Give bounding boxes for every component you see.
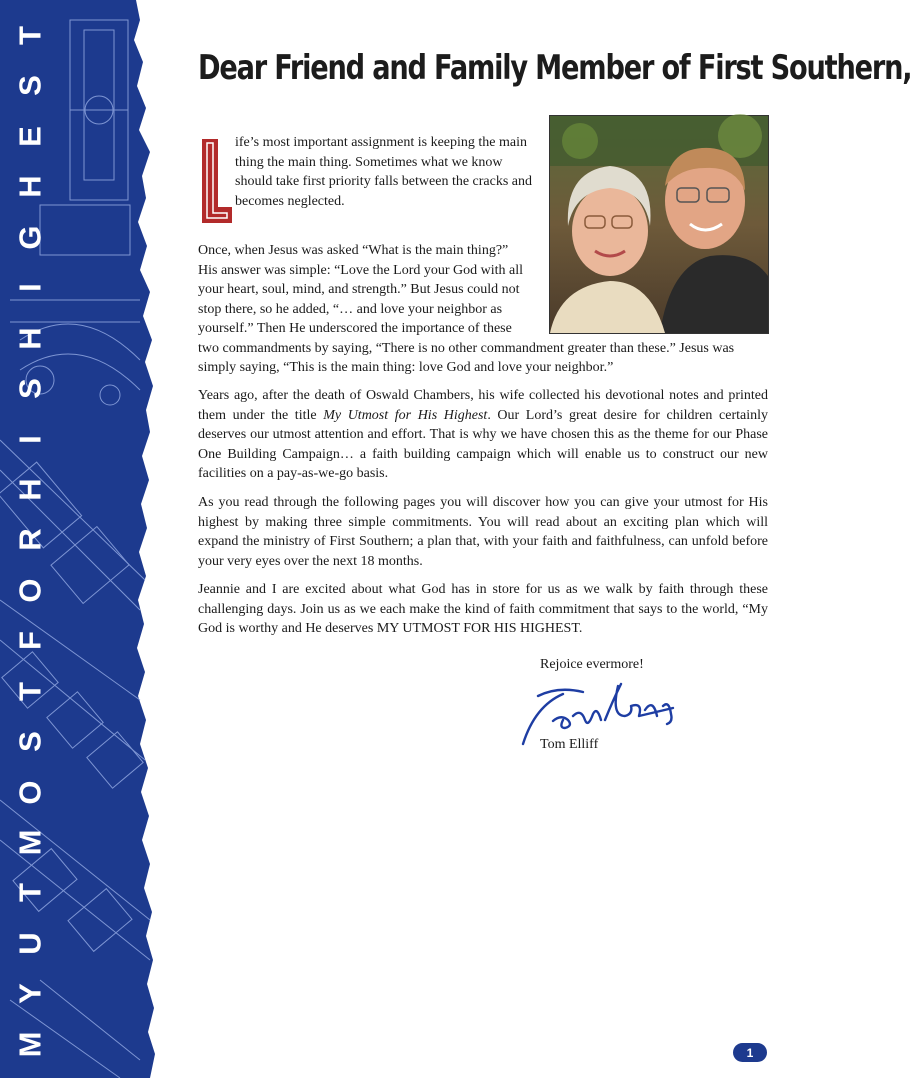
paragraph-commitments: As you read through the following pages you will discover how you can give your utmost for His highest by making three simple commitments. You will read about an exciting plan which will expand the ministry of First Southern; a plan that, with your faith and faithfulness, can unfold before your very eyes over the next 18 months. (198, 495, 768, 569)
paragraph-faith-commitment: Jeannie and I are excited about what God has in store for us as we walk by faith through these challenging days. Join us as we each make the kind of faith commitment that says to the world, “My God is worthy and He deserves MY UTMOST FOR HIS HIGHEST. (198, 582, 768, 636)
paragraph-main-thing-wide: two commandments by saying, “There is no other commandment greater than these.” Jesus was simply saying, “This is the main thing: love God and love your neighbor.” (198, 340, 735, 375)
paragraph-main-thing-narrow: Once, when Jesus was asked “What is the main thing?” His answer was simple: “Love the Lord your God with all your heart, soul, mind, and strength.” But Jesus could not stop there, so he added, “… and love your neighbor as yourself.” Then He underscored the importance of these (198, 243, 524, 336)
sidebar-letter: H (12, 175, 48, 199)
letter-headline: Dear Friend and Family Member of First Southern, (198, 48, 911, 88)
sidebar-letter: O (12, 780, 48, 805)
sidebar-letter: T (12, 26, 48, 45)
sidebar-letter: H (12, 478, 48, 501)
sidebar-letter: Y (12, 983, 48, 1005)
vertical-theme-title (6, 20, 54, 1060)
sidebar-letter: S (12, 731, 48, 752)
closing-salutation: Rejoice evermore! (540, 657, 644, 672)
paragraph-oswald-chambers (198, 386, 768, 484)
sidebar-letter: I (12, 434, 48, 444)
sidebar-letter: M (12, 829, 48, 856)
handwritten-signature (513, 676, 683, 746)
book-title: My Utmost for His Highest (323, 407, 488, 423)
sidebar-letter: I (12, 283, 48, 292)
sidebar-letter: H (12, 326, 48, 350)
drop-cap-letter (198, 135, 236, 227)
sidebar-letter: R (12, 528, 48, 552)
sidebar-letter: G (12, 225, 48, 250)
signer-name: Tom Elliff (540, 737, 599, 752)
sidebar-letter: U (12, 932, 48, 955)
sidebar-letter: F (12, 631, 48, 651)
intro-paragraph: ife’s most important assignment is keeping the main thing the main thing. Sometimes what we know should take first priority falls between the cracks and becomes neglected. (235, 135, 533, 209)
page-number-badge: 1 (733, 1043, 767, 1062)
para2-text-a: Years ago, after the death of Oswald Chambers, his wife collected his devotional notes and printed them under the title (198, 388, 768, 423)
para2-text-b: . Our Lord’s great desire for children certainly deserves our utmost attention and effort. That is why we have chosen this as the theme for our Phase One Building Campaign… a faith building campaign which will enable us to construct our new facilities on a pay-as-we-go basis. (198, 407, 768, 481)
sidebar-letter: T (12, 883, 48, 903)
sidebar-letter: S (12, 75, 48, 97)
sidebar-letter: O (12, 578, 48, 603)
sidebar-letter: E (12, 126, 48, 147)
blueprint-sidebar (0, 0, 160, 1078)
drop-cap-glyph: L (217, 195, 218, 196)
paragraph-main-thing (198, 241, 768, 378)
sidebar-letter: S (12, 378, 48, 399)
sidebar-letter: T (12, 681, 48, 701)
sidebar-letter: M (12, 1031, 48, 1058)
